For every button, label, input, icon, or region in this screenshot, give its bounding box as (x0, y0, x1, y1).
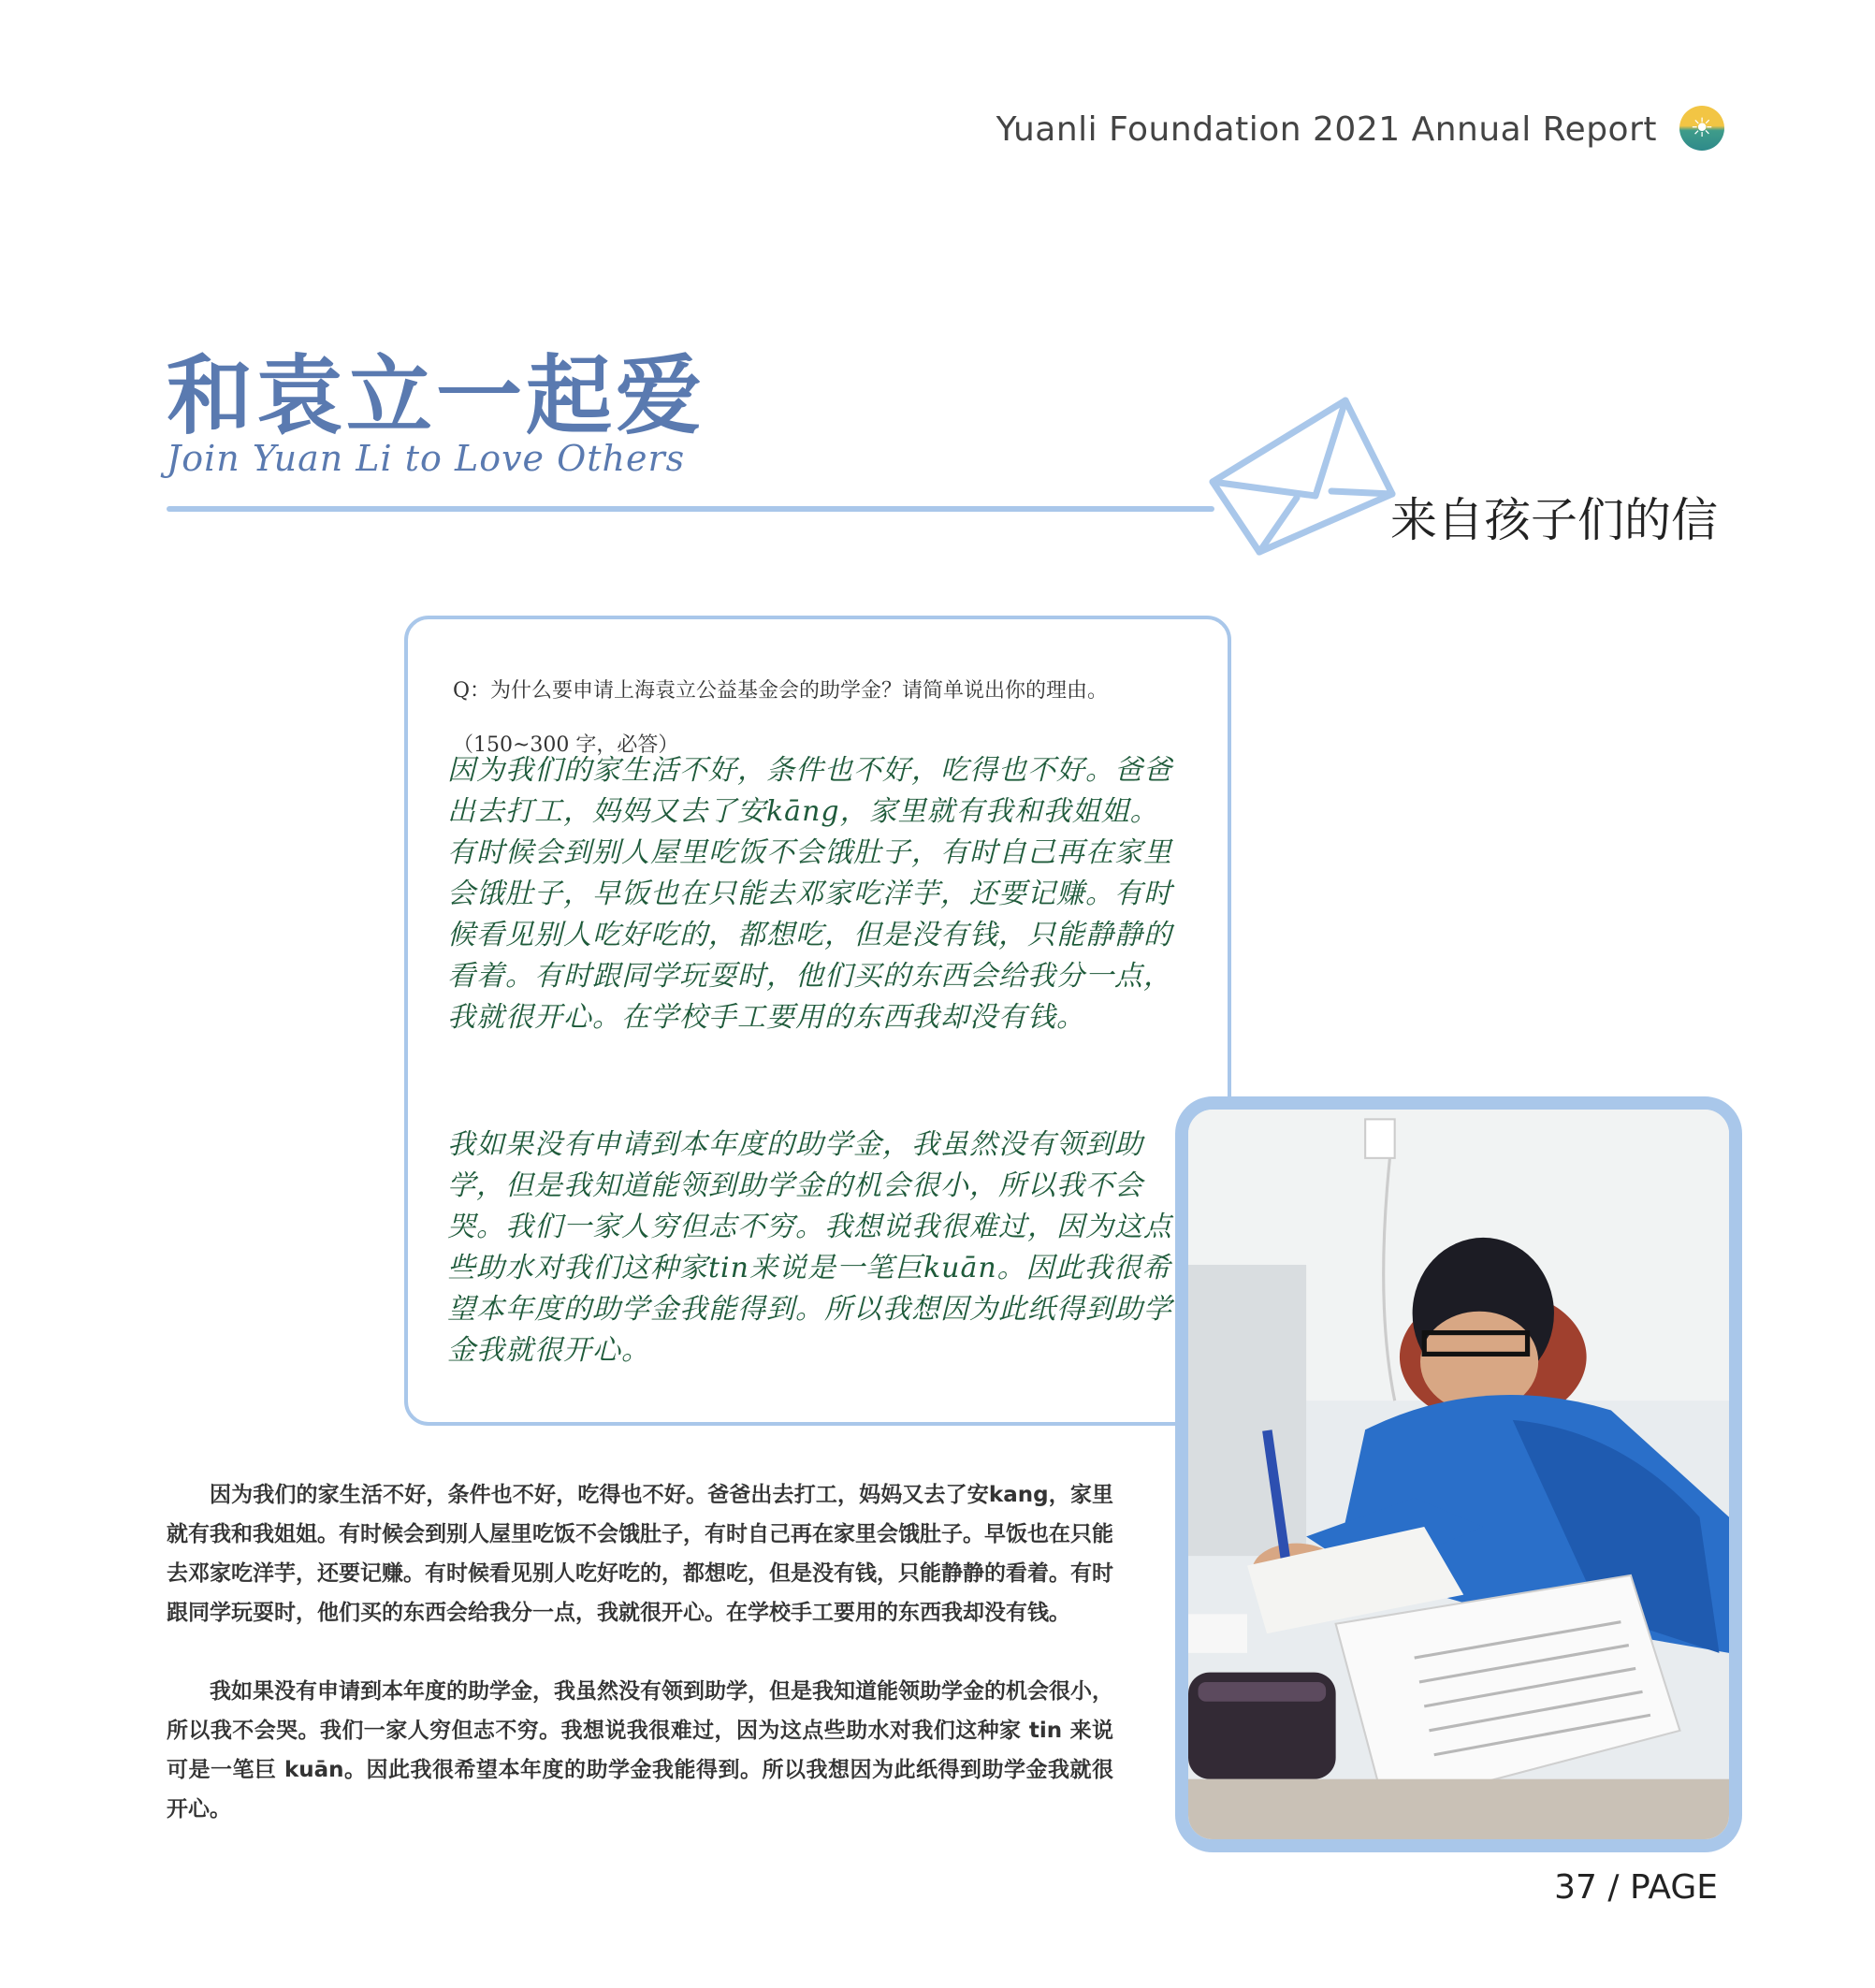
child-writing-photo (1175, 1096, 1742, 1852)
envelope-icon (1205, 393, 1402, 561)
letter-question: Q：为什么要申请上海袁立公益基金会的助学金？请简单说出你的理由。（150~300 字，必答） (453, 679, 1109, 757)
page-number: 37 / PAGE (1554, 1868, 1718, 1907)
handwritten-letter-card (404, 616, 1231, 1426)
page-title-english: Join Yuan Li to Love Others (167, 438, 686, 479)
handwritten-paragraph-1: 因为我们的家生活不好，条件也不好，吃得也不好。爸爸出去打工，妈妈又去了安kāng，家里就有我和我姐姐。有时候会到别人屋里吃饭不会饿肚子，有时自己再在家里会饿肚子，早饭也在只能去邓家吃洋芋，还要记赚。有时候看见别人吃好吃的，都想吃，但是没有钱，只能静静的看着。有时跟同学玩耍时，他们买的东西会给我分一点，我就很开心。在学校手工要用的东西我却没有钱。 (447, 754, 1172, 1034)
body-paragraph-2: 我如果没有申请到本年度的助学金，我虽然没有领到助学，但是我知道能领助学金的机会很小，所以我不会哭。我们一家人穷但志不穷。我想说我很难过，因为这点些助水对我们这种家 tin 来说可是一笔巨 kuān。因此我很希望本年度的助学金我能得到。所以我想因为此纸得到助学金我就很开心。 (167, 1679, 1113, 1821)
photo-illustration (1188, 1110, 1729, 1839)
handwritten-paragraph-2: 我如果没有申请到本年度的助学金，我虽然没有领到助学，但是我知道能领到助学金的机会很小，所以我不会哭。我们一家人穷但志不穷。我想说我很难过，因为这点些助水对我们这种家tin来说是一笔巨kuān。因此我很希望本年度的助学金我能得到。所以我想因为此纸得到助学金我就很开心。 (447, 1128, 1172, 1367)
title-divider (167, 506, 1214, 512)
page-title-chinese: 和袁立一起爱 (167, 345, 706, 446)
report-title: Yuanli Foundation 2021 Annual Report (996, 110, 1657, 149)
section-label: 来自孩子们的信 (1390, 493, 1718, 547)
sun-logo-icon: ☀ (1679, 106, 1724, 151)
body-paragraph-1: 因为我们的家生活不好，条件也不好，吃得也不好。爸爸出去打工，妈妈又去了安kang，家里就有我和我姐姐。有时候会到别人屋里吃饭不会饿肚子，有时自己再在家里会饿肚子。早饭也在只能去邓家吃洋芋，还要记赚。有时候看见别人吃好吃的，都想吃，但是没有钱，只能静静的看着。有时跟同学玩耍时，他们买的东西会给我分一点，我就很开心。在学校手工要用的东西我却没有钱。 (167, 1483, 1113, 1625)
